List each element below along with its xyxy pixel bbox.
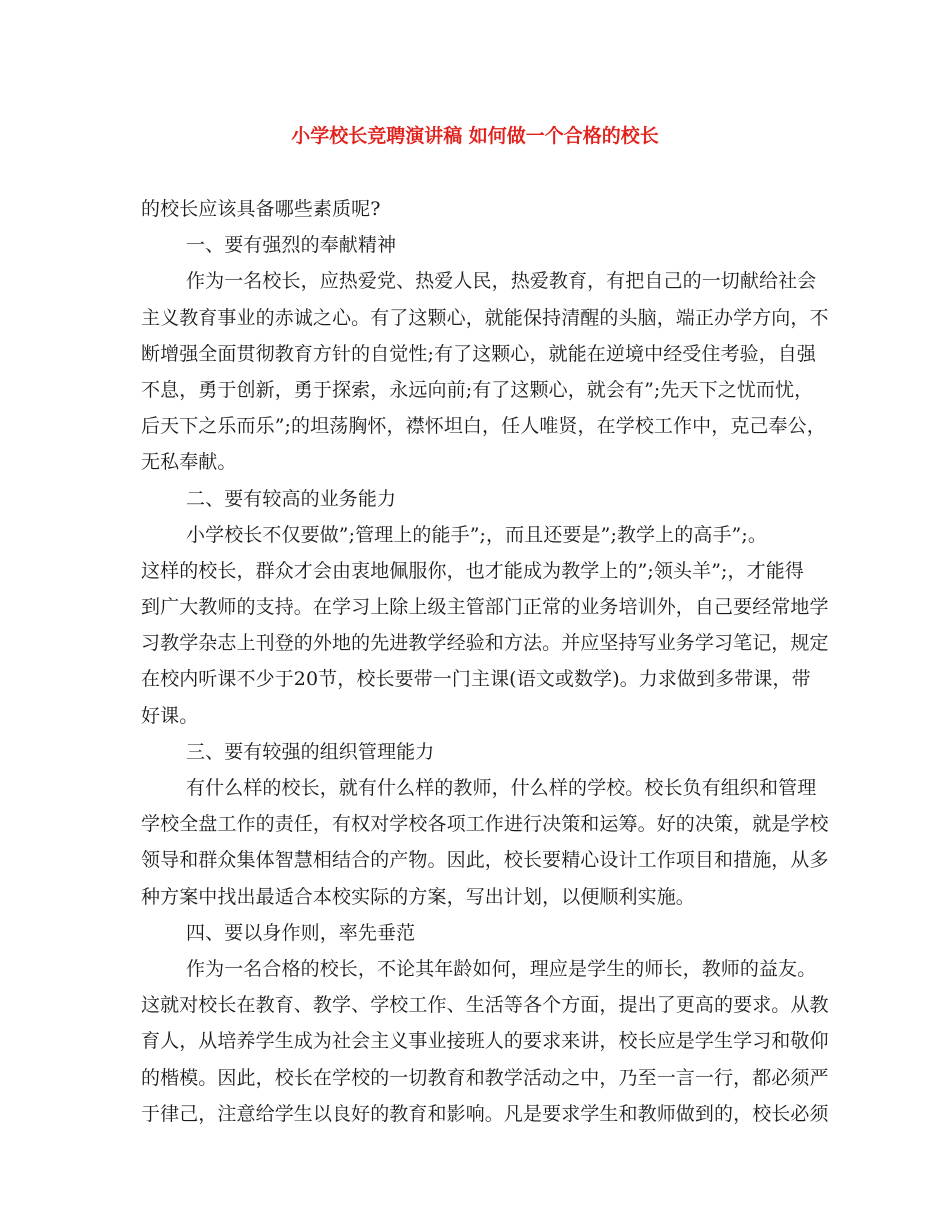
text-line: 这样的校长，群众才会由衷地佩服你，也才能成为教学上的”;领头羊”;，才能得 (141, 559, 804, 582)
text-line: 小学校长不仅要做”;管理上的能手”;，而且还要是”;教学上的高手”;。 (186, 523, 767, 546)
text-line: 于律己，注意给学生以良好的教育和影响。凡是要求学生和教师做到的，校长必须 (141, 1102, 829, 1125)
text-line: 育人，从培养学生成为社会主义事业接班人的要求来讲，校长应是学生学习和敬仰 (141, 1030, 829, 1053)
text-line: 不息，勇于创新，勇于探索，永远向前;有了这颗心，就会有”;先天下之忧而忧， (141, 378, 814, 401)
document-body (141, 191, 841, 1132)
text-line: 无私奉献。 (141, 451, 237, 474)
text-line: 在校内听课不少于20节，校长要带一门主课(语文或数学)。力求做到多带课，带 (141, 668, 811, 691)
text-line: 四、要以身作则，率先垂范 (186, 921, 416, 944)
text-line: 断增强全面贯彻教育方针的自觉性;有了这颗心，就能在逆境中经受住考验，自强 (141, 342, 817, 365)
text-line: 的楷模。因此，校长在学校的一切教育和教学活动之中，乃至一言一行，都必须严 (141, 1066, 829, 1089)
text-line: 一、要有强烈的奉献精神 (186, 234, 397, 257)
text-line: 三、要有较强的组织管理能力 (186, 740, 435, 763)
text-line: 到广大教师的支持。在学习上除上级主管部门正常的业务培训外，自己要经常地学 (141, 596, 829, 619)
text-line: 作为一名合格的校长，不论其年龄如何，理应是学生的师长，教师的益友。 (186, 957, 817, 980)
text-line: 学校全盘工作的责任，有权对学校各项工作进行决策和运筹。好的决策，就是学校 (141, 813, 829, 836)
text-line: 种方案中找出最适合本校实际的方案，写出计划，以便顺利实施。 (141, 885, 695, 908)
text-line: 领导和群众集体智慧相结合的产物。因此，校长要精心设计工作项目和措施，从多 (141, 849, 829, 872)
text-line: 后天下之乐而乐”;的坦荡胸怀，襟怀坦白，任人唯贤，在学校工作中，克己奉公， (141, 415, 826, 438)
text-line: 的校长应该具备哪些素质呢? (141, 198, 381, 220)
text-line: 二、要有较高的业务能力 (186, 487, 397, 510)
text-line: 好课。 (141, 704, 199, 727)
text-line: 作为一名校长，应热爱党、热爱人民，热爱教育，有把自己的一切献给社会 (186, 270, 817, 293)
text-line: 有什么样的校长，就有什么样的教师，什么样的学校。校长负有组织和管理 (186, 777, 817, 799)
text-line: 习教学杂志上刊登的外地的先进教学经验和方法。并应坚持写业务学习笔记，规定 (141, 632, 829, 655)
text-line: 这就对校长在教育、教学、学校工作、生活等各个方面，提出了更高的要求。从教 (141, 994, 829, 1017)
text-line: 主义教育事业的赤诚之心。有了这颗心，就能保持清醒的头脑，端正办学方向，不 (141, 306, 829, 329)
document-title: 小学校长竞聘演讲稿 如何做一个合格的校长 (291, 125, 659, 147)
